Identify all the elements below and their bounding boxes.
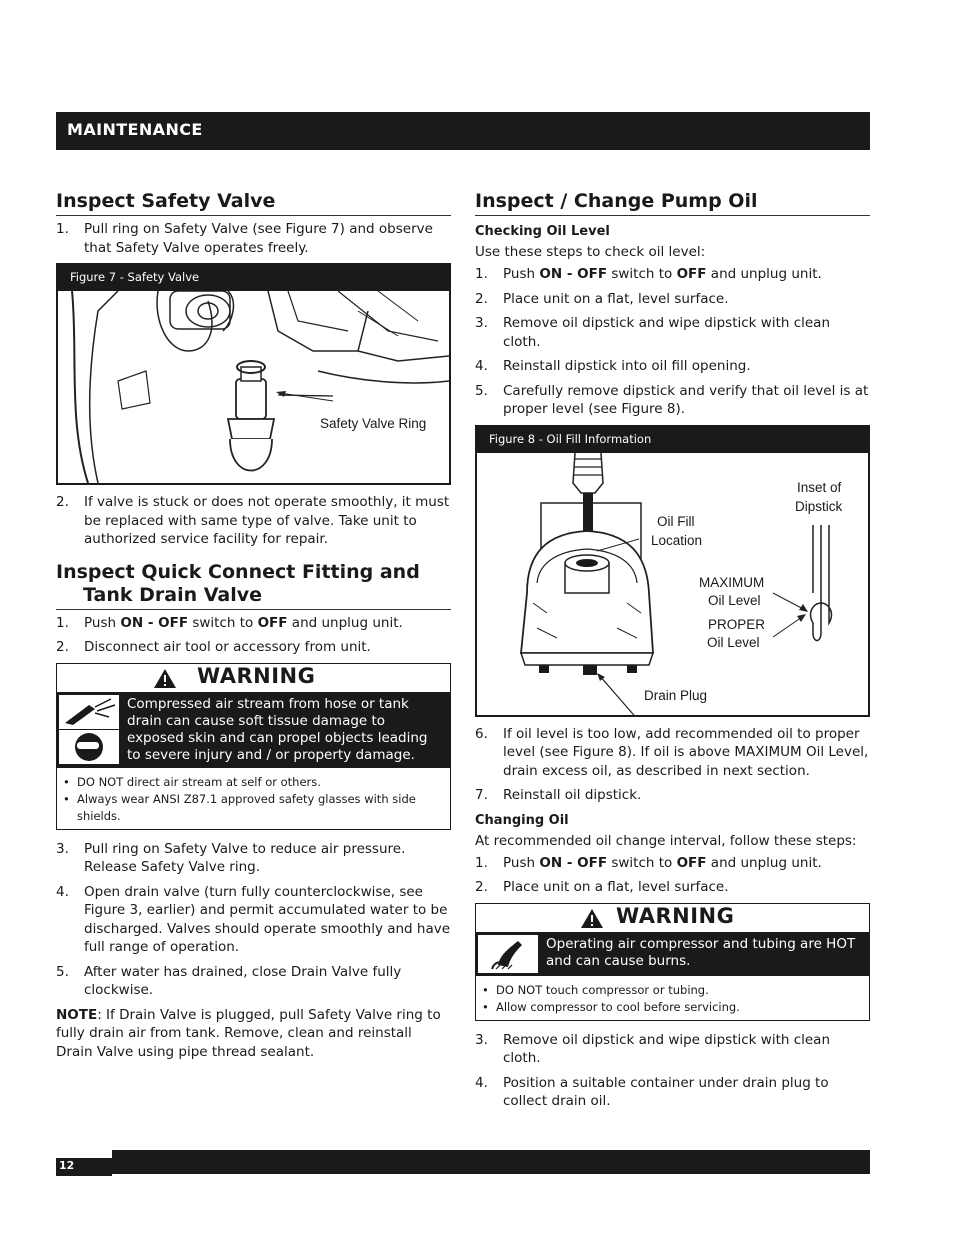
label-proper-line2: Oil Level (707, 634, 760, 650)
warning-triangle-icon (580, 908, 604, 929)
warning-message-band (476, 932, 869, 976)
safety-valve-illustration (58, 291, 449, 483)
warning-box-hot-surface (475, 903, 870, 1021)
label-oil-fill-line2: Location (651, 532, 703, 548)
warning-bullet: • DO NOT direct air stream at self or others. (61, 774, 446, 791)
figure-8 (475, 425, 870, 717)
right-column (475, 190, 870, 1117)
label-drain-plug: Drain Plug (644, 687, 708, 703)
list-item: 5. Carefully remove dipstick and verify that oil level is at proper level (see Figure 8). (475, 382, 869, 417)
label-inset-line2: Dipstick (795, 498, 843, 514)
label-maximum-line1: MAXIMUM (699, 574, 765, 590)
warning-bullets (57, 768, 450, 829)
figure-caption: Figure 8 - Oil Fill Information (477, 427, 868, 453)
label-oil-fill-line1: Oil Fill (657, 513, 695, 529)
label-maximum-line2: Oil Level (708, 592, 761, 608)
warning-triangle-icon (153, 668, 177, 689)
page-number-box (56, 1158, 112, 1176)
list-item: 1. Pull ring on Safety Valve (see Figure 7) and observe that Safety Valve operates freely. (56, 221, 433, 256)
list-item: 1. Push ON - OFF switch to OFF and unplug unit. (475, 854, 822, 871)
list-item: 6. If oil level is too low, add recommended oil to proper level (see Figure 8). If oil is above MAXIMUM Oil Level, drain excess oil, as described in next section. (475, 725, 869, 779)
list-item: 3. Pull ring on Safety Valve to reduce air pressure. Release Safety Valve ring. (56, 840, 406, 875)
list-item: 3. Remove oil dipstick and wipe dipstick with clean cloth. (475, 1031, 831, 1066)
section-header-bar (56, 112, 870, 150)
list-item: 4. Open drain valve (turn fully counterclockwise, see Figure 3, earlier) and permit accumulated water to be discharged. Valves should operate smoothly and have full range of operation. (56, 883, 451, 955)
list-item: 2. If valve is stuck or does not operate smoothly, it must be replaced with same type of valve. Take unit to authorized service facility for repair. (56, 494, 450, 547)
warning-message: Compressed air stream from hose or tank drain can cause soft tissue damage to exposed skin and can propel objects leading to severe injury and / or property damage. (127, 695, 428, 763)
figure-7 (56, 263, 451, 485)
warning-bullet: • DO NOT touch compressor or tubing. (480, 982, 865, 999)
warning-title: WARNING (197, 663, 316, 688)
subheading-changing-oil: Changing Oil (475, 812, 569, 828)
heading-inspect-change-pump-oil: Inspect / Change Pump Oil (475, 190, 870, 216)
list-item: 1. Push ON - OFF switch to OFF and unplug unit. (56, 614, 403, 631)
list-item: 3. Remove oil dipstick and wipe dipstick with clean cloth. (475, 315, 831, 350)
oil-fill-illustration (477, 453, 868, 715)
hot-surface-icon (478, 935, 538, 973)
list-item: 4. Position a suitable container under drain plug to collect drain oil. (475, 1074, 829, 1109)
page-number: 12 (59, 1159, 75, 1172)
warning-message-band (57, 692, 450, 768)
footer-bar (112, 1150, 870, 1174)
heading-inspect-safety-valve: Inspect Safety Valve (56, 190, 451, 216)
warning-message: Operating air compressor and tubing are HOT and can cause burns. (546, 935, 856, 969)
left-column (56, 190, 451, 1061)
warning-box-air-stream (56, 663, 451, 830)
list-item: 5. After water has drained, close Drain Valve fully clockwise. (56, 963, 402, 998)
warning-title: WARNING (616, 903, 735, 928)
list-item: 1. Push ON - OFF switch to OFF and unplug unit. (475, 266, 822, 282)
heading-inspect-quick-connect: Inspect Quick Connect Fitting and Tank Drain Valve (56, 561, 451, 610)
changing-intro: At recommended oil change interval, follow these steps: (475, 832, 857, 849)
list-item: 2. Place unit on a flat, level surface. (475, 879, 729, 895)
figure-caption: Figure 7 - Safety Valve (58, 265, 449, 291)
label-safety-valve-ring: Safety Valve Ring (320, 416, 427, 431)
label-inset-line1: Inset of (797, 479, 842, 495)
label-proper-line1: PROPER (708, 616, 766, 632)
safety-glasses-icon (59, 730, 119, 764)
warning-header (57, 664, 450, 692)
list-item: 7. Reinstall oil dipstick. (475, 787, 642, 803)
air-stream-hazard-icon (59, 695, 119, 729)
list-item: 4. Reinstall dipstick into oil fill opening. (475, 358, 751, 374)
checking-intro: Use these steps to check oil level: (475, 244, 706, 260)
section-title: MAINTENANCE (67, 120, 203, 139)
list-item: 2. Place unit on a flat, level surface. (475, 290, 729, 307)
list-item: 2. Disconnect air tool or accessory from unit. (56, 639, 371, 655)
warning-header (476, 904, 869, 932)
subheading-checking-oil-level: Checking Oil Level (475, 224, 610, 239)
warning-bullet: • Always wear ANSI Z87.1 approved safety glasses with side shields. (61, 791, 446, 825)
warning-bullets (476, 976, 869, 1020)
warning-bullet: • Allow compressor to cool before servicing. (480, 999, 865, 1016)
note-paragraph: NOTE: If Drain Valve is plugged, pull Safety Valve ring to fully drain air from tank. Remove, clean and reinstall Drain Valve using pipe thread sealant. (56, 1006, 441, 1060)
